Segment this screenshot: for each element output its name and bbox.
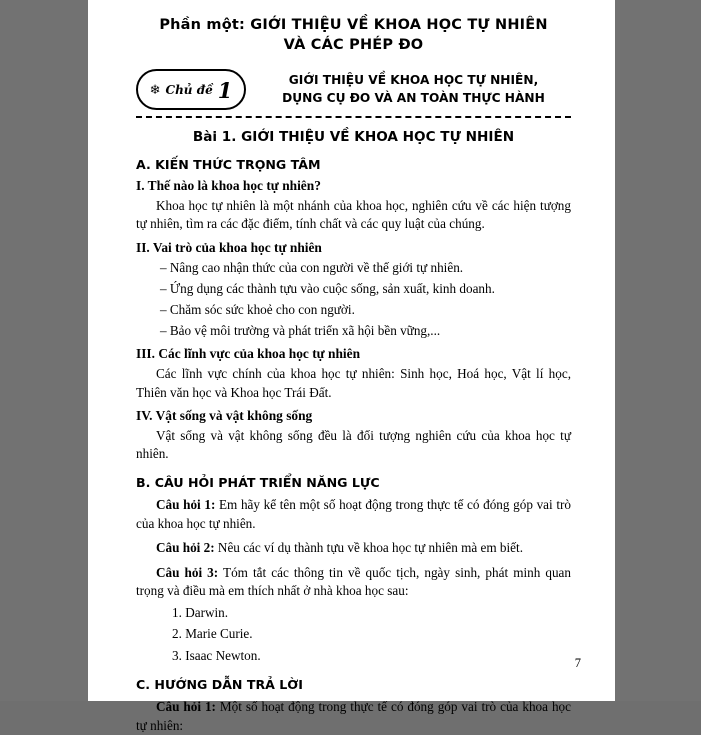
question-item [136, 698, 571, 735]
list-item: 1. Darwin. [172, 604, 229, 620]
part-title [136, 16, 571, 55]
topic-badge-label: Chủ đề [165, 82, 213, 97]
page-inner-surface [114, 8, 593, 733]
section-a-heading: A. KIẾN THỨC TRỌNG TÂM [136, 157, 321, 173]
list-item: – Nâng cao nhận thức của con người về thế giới tự nhiên. [160, 259, 464, 275]
question-text: Một số hoạt động trong thực tế có đóng góp vai trò của khoa học tự nhiên: [136, 699, 571, 733]
section-b-heading: B. CÂU HỎI PHÁT TRIỂN NĂNG LỰC [136, 475, 380, 491]
page-number: 7 [574, 656, 581, 670]
question-item [136, 496, 571, 533]
question-label: Câu hỏi 1: [156, 699, 216, 715]
topic-title [260, 72, 571, 107]
question-text: Tóm tắt các thông tin về quốc tịch, ngày sinh, phát minh quan trọng và điều mà em thích nhất ở nhà khoa học sau: [136, 564, 572, 599]
question-item [136, 564, 571, 601]
list-item: – Ứng dụng các thành tựu vào cuộc sống, sản xuất, kinh doanh. [160, 280, 495, 296]
document-page [88, 0, 615, 733]
flower-icon: ❄ [149, 82, 161, 98]
section-a-sub4-heading: IV. Vật sống và vật không sống [136, 407, 313, 423]
section-a-sub3-heading: III. Các lĩnh vực của khoa học tự nhiên [136, 346, 361, 362]
dashed-divider [136, 116, 571, 118]
question-text: Nêu các ví dụ thành tựu về khoa học tự nhiên mà em biết. [214, 540, 523, 556]
question-item [136, 539, 571, 557]
part-title-line2: VÀ CÁC PHÉP ĐO [283, 36, 424, 53]
lesson-title: Bài 1. GIỚI THIỆU VỀ KHOA HỌC TỰ NHIÊN [192, 129, 515, 146]
list-item: – Chăm sóc sức khoẻ cho con người. [160, 302, 355, 317]
list-item: 2. Marie Curie. [172, 626, 253, 642]
topic-header-row [136, 69, 571, 110]
question-label: Câu hỏi 3: [156, 564, 219, 580]
topic-title-line1: GIỚI THIỆU VỀ KHOA HỌC TỰ NHIÊN, [288, 72, 539, 87]
section-a-sub1-paragraph: Khoa học tự nhiên là một nhánh của khoa học, nghiên cứu về các hiện tượng tự nhiên, tìm ra các đặc điểm, tính chất và các quy luật của chúng. [136, 198, 571, 232]
topic-badge [136, 69, 246, 110]
section-a-sub1-heading: I. Thế nào là khoa học tự nhiên? [136, 178, 321, 194]
list-item: – Bảo vệ môi trường và phát triển xã hội bền vững,... [160, 323, 441, 339]
list-item: 3. Isaac Newton. [172, 647, 261, 663]
background-left-band [0, 0, 88, 701]
question-label: Câu hỏi 2: [156, 540, 215, 556]
section-a-sub2-heading: II. Vai trò của khoa học tự nhiên [136, 239, 322, 255]
page-content [136, 16, 571, 735]
question-label: Câu hỏi 1: [156, 497, 216, 513]
part-title-line1: Phần một: GIỚI THIỆU VỀ KHOA HỌC TỰ NHIÊN [159, 17, 548, 33]
topic-title-line2: DỤNG CỤ ĐO VÀ AN TOÀN THỰC HÀNH [282, 90, 545, 105]
background-right-band [615, 0, 701, 701]
section-a-sub4-paragraph: Vật sống và vật không sống đều là đối tượng nghiên cứu của khoa học tự nhiên. [136, 427, 571, 462]
section-c-heading: C. HƯỚNG DẪN TRẢ LỜI [136, 677, 303, 693]
topic-badge-number: 1 [217, 78, 233, 104]
section-a-sub3-paragraph: Các lĩnh vực chính của khoa học tự nhiên: Sinh học, Hoá học, Vật lí học, Thiên văn học và Khoa học Trái Đất. [136, 366, 571, 400]
question-text: Em hãy kể tên một số hoạt động trong thực tế có đóng góp vai trò của khoa học tự nhiên. [136, 497, 571, 531]
